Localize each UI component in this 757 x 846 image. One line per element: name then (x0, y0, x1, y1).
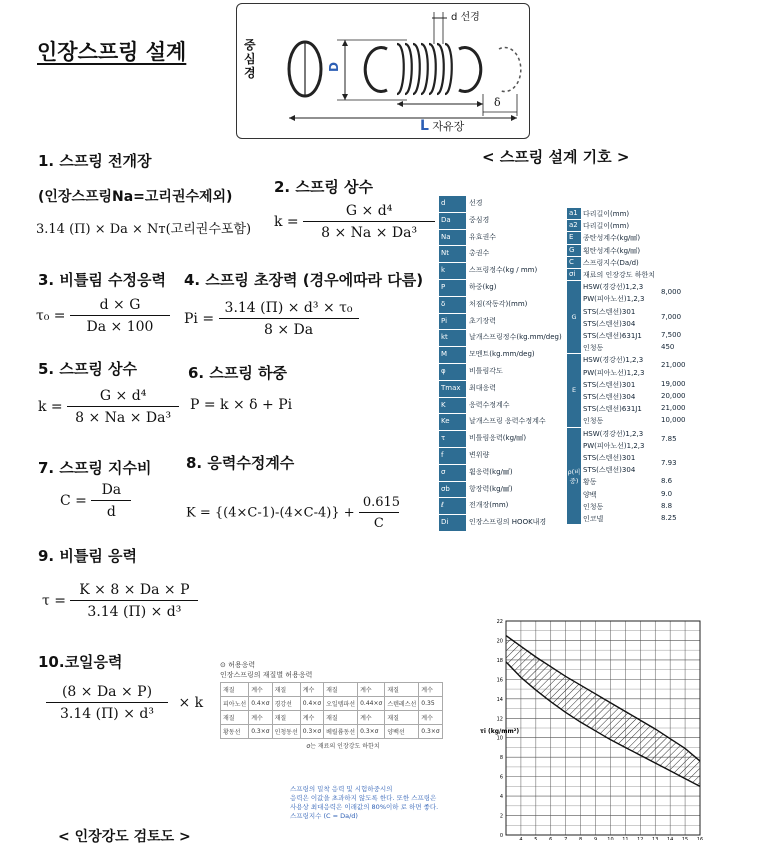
s9-formula (42, 582, 198, 620)
chart-svg (478, 615, 708, 840)
symbol-row (567, 403, 695, 414)
x-tick-label: 9 (593, 837, 598, 840)
symbol-value: 8.25 (661, 514, 677, 522)
symbol-desc: 처짐(작동각)(mm) (469, 299, 528, 308)
allow-cell: 0.3×σ (249, 725, 272, 739)
s3-num: d × G (70, 297, 170, 316)
allow-cell: 계수 (419, 711, 442, 725)
symbol-key: d (439, 196, 466, 212)
x-tick-label: 15 (681, 837, 689, 840)
symbol-row (567, 379, 695, 390)
s8-den: C (373, 516, 384, 531)
s7-num: Da (91, 482, 131, 501)
symbol-row (439, 448, 565, 464)
symbol-desc: 총권수 (469, 249, 490, 258)
symbol-value: 8.6 (661, 477, 673, 486)
symbol-desc: 날개스프링정수(kg.mm/deg) (469, 333, 562, 342)
s9-num: K × 8 × Da × P (70, 582, 198, 601)
symbol-desc: HSW(경강선)1,2,3 PW(피아노선)1,2,3 (583, 429, 645, 450)
y-tick-label: 8 (499, 755, 503, 762)
symbol-key: Tmax (439, 381, 466, 397)
symbol-key: G (567, 245, 581, 256)
symbol-desc: 변위량 (469, 451, 490, 459)
symbol-key: Di (439, 515, 466, 531)
allow-cell: 오일템파선 (324, 697, 358, 711)
page-title: 인장스프링 설계 (37, 40, 187, 64)
allow-cell: 피아노선 (221, 697, 249, 711)
symbol-group-key: G (567, 281, 581, 353)
s10-title: 10.코일응력 (38, 653, 123, 671)
symbol-row (439, 414, 565, 430)
note-line: 응력은 이값을 초과하지 않도록 한다. 또한 스프링은 (290, 794, 437, 802)
allow-cell: 베릴륨동선 (324, 725, 358, 739)
s1-formula: 3.14 (Π) × Da × Nт(고리권수포함) (36, 222, 252, 237)
symbol-row (567, 232, 695, 243)
allow-heading: ⊙ 허용응력 (220, 661, 256, 669)
allow-table (220, 682, 443, 739)
s10-rhs: × k (178, 695, 204, 711)
symbol-row (567, 281, 695, 304)
symbol-key: kt (439, 330, 466, 346)
symbol-desc: STS(스텐선)304 (583, 393, 636, 401)
symbol-key: a2 (567, 220, 581, 231)
s3-lhs: τ₀ = (36, 308, 66, 324)
y-tick-label: 0 (499, 833, 503, 839)
s10-num: (8 × Da × P) (46, 684, 168, 703)
symbol-desc: 횡탄성계수(kg/㎟) (583, 246, 641, 255)
allow-cell: 인청동선 (272, 725, 300, 739)
allow-cell: 경강선 (272, 697, 300, 711)
symbol-row (439, 330, 565, 346)
outer-dia-label: D (326, 62, 341, 72)
s4-title: 4. 스프링 초장력 (경우에따라 다름) (184, 271, 424, 289)
symbol-desc: 인청동 (583, 344, 604, 353)
symbol-desc: STS(스텐선)631J1 (583, 405, 642, 414)
symbol-desc: 응력수정계수 (469, 400, 510, 409)
symbol-key: σb (439, 482, 466, 498)
symbol-key: M (439, 347, 466, 363)
symbol-desc: HSW(경강선)1,2,3 PW(피아노선)1,2,3 (583, 356, 645, 377)
symbol-value: 19,000 (661, 379, 686, 388)
symbol-row (567, 257, 695, 268)
symbol-row (439, 230, 565, 246)
symbol-value: 9.0 (661, 489, 673, 498)
symbol-key: σi (567, 269, 581, 280)
symbol-desc: 전개장(mm) (469, 501, 509, 510)
s4-lhs: Pi = (184, 311, 215, 327)
symbol-desc: 다리길이(mm) (583, 222, 630, 231)
symbol-row (567, 220, 695, 231)
y-tick-label: 12 (496, 716, 503, 723)
symbol-row (567, 269, 695, 280)
s5-formula (38, 388, 179, 426)
symbol-desc: 인청동 (583, 417, 604, 426)
symbol-key: σ (439, 465, 466, 481)
s4-num: 3.14 (Π) × d³ × τ₀ (219, 300, 359, 319)
allow-cell: 0.4×σ (249, 697, 272, 711)
s8-num: 0.615 (359, 495, 399, 513)
symbol-desc: 날개스프링 응력수정계수 (469, 417, 546, 426)
symbol-key: φ (439, 364, 466, 380)
symbol-row (439, 431, 565, 447)
symbol-key: E (567, 232, 581, 243)
allow-row (221, 697, 443, 711)
x-tick-label: 13 (652, 837, 659, 840)
note-line: 스프링지수 (C = Da/d) (290, 812, 358, 820)
symbol-key: δ (439, 297, 466, 313)
symbol-row (439, 213, 565, 229)
symbol-key: k (439, 263, 466, 279)
s1-subtitle: (인장스프링Na=고리권수제외) (38, 189, 233, 205)
allow-cell: 재질 (385, 683, 419, 697)
s9-den: 3.14 (Π) × d³ (87, 604, 182, 620)
spring-drawing (237, 4, 529, 138)
s9-title: 9. 비틀림 응력 (38, 547, 138, 565)
s6-formula: P = k × δ + Pi (190, 397, 293, 413)
y-tick-label: 4 (499, 794, 503, 801)
symbol-desc: 항장력(kg/㎟) (469, 484, 513, 493)
x-tick-label: 11 (622, 837, 629, 840)
x-tick-label: 8 (579, 837, 583, 840)
allow-cell: 계수 (249, 683, 272, 697)
symbol-row (439, 482, 565, 498)
s8-title: 8. 응력수정계수 (186, 454, 295, 472)
symbol-desc: 초기장력 (469, 316, 497, 325)
s4-formula (184, 300, 359, 338)
y-tick-label: 14 (496, 696, 503, 703)
s2-den: 8 × Na × Da³ (321, 225, 418, 241)
allow-cell: 0.35 (419, 697, 442, 711)
allow-cell: 황동선 (221, 725, 249, 739)
symbol-row (567, 513, 695, 524)
allow-cell: 재질 (272, 683, 300, 697)
allow-cell: 0.4×σ (300, 697, 323, 711)
allow-cell: 재질 (324, 711, 358, 725)
symbols-heading: < 스프링 설계 기호 > (482, 148, 630, 166)
symbol-key: K (439, 398, 466, 414)
spring-diagram (236, 3, 530, 139)
note-line: 스프링의 밀착 응력 및 시험하중시의 (290, 785, 393, 793)
symbol-row (567, 489, 695, 500)
s2-num: G × d⁴ (303, 203, 435, 222)
allow-row (221, 725, 443, 739)
x-tick-label: 6 (549, 837, 553, 840)
symbol-row (439, 263, 565, 279)
symbol-value: 450 (661, 343, 675, 352)
symbol-desc: STS(스텐선)631J1 (583, 332, 642, 340)
symbol-row (567, 208, 695, 219)
y-tick-label: 20 (496, 638, 503, 645)
symbol-row (567, 452, 695, 475)
y-axis-label: τi (kg/mm²) (480, 728, 520, 735)
symbol-desc: 스프링지수(Da/d) (583, 258, 639, 267)
symbol-desc: 휨응력(kg/㎟) (469, 467, 513, 476)
strength-band (506, 636, 700, 787)
symbol-row (567, 501, 695, 512)
s8-lhs: K = {(4×C-1)-(4×C-4)} + (186, 505, 355, 521)
symbol-row (439, 196, 565, 212)
y-tick-label: 6 (499, 774, 503, 781)
symbol-value: 10,000 (661, 416, 686, 425)
s8-formula (186, 495, 399, 531)
symbol-value: 21,000 (661, 361, 686, 370)
allow-note: σ는 재료의 인장강도 하한치 (306, 743, 380, 750)
symbol-desc: 양백 (583, 490, 597, 499)
symbol-desc: 인청동 (583, 502, 604, 511)
allow-row (221, 711, 443, 725)
symbol-desc: 중심경 (469, 215, 490, 224)
s5-den: 8 × Na × Da³ (75, 410, 172, 426)
symbol-value: 8,000 (661, 288, 682, 297)
symbol-desc: 비틀림각도 (469, 367, 503, 375)
symbol-desc: 선경 (469, 199, 483, 207)
free-length-letter: L (420, 118, 429, 134)
symbol-desc: 재료의 인장강도 하한치 (583, 271, 656, 279)
s1-title: 1. 스프링 전개장 (38, 152, 152, 170)
s7-title: 7. 스프링 지수비 (38, 459, 152, 477)
x-tick-label: 5 (534, 837, 538, 840)
symbol-row (439, 280, 565, 296)
s2-title: 2. 스프링 상수 (274, 178, 374, 196)
symbol-key: Ke (439, 414, 466, 430)
allow-cell: 재질 (221, 711, 249, 725)
symbol-row (567, 306, 695, 329)
wire-dia-label: d 선경 (451, 12, 480, 23)
s3-title: 3. 비틀림 수정응력 (38, 271, 167, 289)
symbol-key: a1 (567, 208, 581, 219)
x-tick-label: 7 (564, 837, 568, 840)
symbol-value: 7.85 (661, 434, 677, 443)
s7-lhs: C = (60, 493, 87, 509)
allowable-stress-block (220, 660, 466, 750)
s11-title: < 인장강도 검토도 > (58, 829, 191, 845)
s2-formula (274, 203, 435, 241)
spring-notes (290, 785, 438, 821)
allow-cell: 계수 (300, 683, 323, 697)
symbol-row (439, 498, 565, 514)
symbol-key: Pi (439, 314, 466, 330)
mean-dia-label-1: 중 (244, 38, 256, 52)
s9-lhs: τ = (42, 593, 66, 609)
allow-cell: 0.3×σ (419, 725, 442, 739)
symbol-desc: 최대응력 (469, 383, 497, 392)
symbol-desc: 모멘트(kg.mm/deg) (469, 350, 535, 359)
symbol-desc: STS(스텐선)301 STS(스텐선)304 (583, 307, 636, 328)
symbol-value: 7,000 (661, 312, 682, 321)
symbol-value: 20,000 (661, 392, 686, 400)
symbol-row (439, 297, 565, 313)
note-line: 사용상 최대응력은 이래값의 80%이하 로 하면 좋다. (290, 803, 439, 811)
allow-cell: 계수 (358, 683, 385, 697)
symbol-desc: 다리길이(mm) (583, 210, 630, 218)
symbol-desc: STS(스텐선)301 (583, 380, 636, 389)
symbol-desc: HSW(경강선)1,2,3 PW(피아노선)1,2,3 (583, 283, 645, 304)
symbol-key: τ (439, 431, 466, 447)
allow-cell: 계수 (419, 683, 442, 697)
allow-cell: 재질 (221, 683, 249, 697)
symbol-row (567, 342, 695, 353)
delta-label: δ (494, 96, 501, 109)
symbol-group-key: ρ(비중) (567, 428, 581, 525)
symbol-row (567, 476, 695, 487)
mean-dia-label-3: 경 (244, 66, 256, 80)
symbol-key: ℓ (439, 498, 466, 514)
symbol-row (567, 415, 695, 426)
allow-cell: 0.3×σ (300, 725, 323, 739)
symbol-row (439, 398, 565, 414)
symbol-desc: 유효권수 (469, 232, 497, 241)
symbol-row (567, 354, 695, 377)
x-tick-label: 14 (666, 837, 674, 840)
allow-cell: 계수 (358, 711, 385, 725)
allow-cell: 계수 (300, 711, 323, 725)
allow-row (221, 683, 443, 697)
allow-cell: 계수 (249, 711, 272, 725)
s7-formula (60, 482, 131, 520)
s3-den: Da × 100 (86, 319, 154, 335)
symbol-key: Nt (439, 246, 466, 262)
y-tick-label: 16 (496, 677, 503, 684)
symbol-row (439, 364, 565, 380)
symbol-desc: 비틀림응력(kg/㎟) (469, 434, 527, 443)
s5-title: 5. 스프링 상수 (38, 360, 138, 378)
mean-dia-label-2: 심 (244, 52, 256, 66)
s5-num: G × d⁴ (67, 388, 179, 407)
x-tick-label: 16 (696, 837, 704, 840)
symbol-row (439, 347, 565, 363)
symbol-row (439, 246, 565, 262)
symbol-row (567, 391, 695, 402)
symbol-key: P (439, 280, 466, 296)
s3-formula (36, 297, 170, 335)
symbol-desc: 스프링정수(kg / mm) (469, 266, 538, 275)
y-tick-label: 10 (496, 735, 503, 742)
allow-cell: 재질 (385, 711, 419, 725)
y-tick-label: 18 (496, 657, 503, 664)
s10-formula (46, 684, 203, 722)
s5-lhs: k = (38, 399, 63, 415)
allow-cell: 0.44×σ (358, 697, 385, 711)
symbol-desc: STS(스텐선)301 STS(스텐선)304 (583, 454, 636, 475)
allow-cell: 재질 (324, 683, 358, 697)
symbol-value: 8.8 (661, 501, 673, 510)
allow-cell: 스텐레스선 (385, 697, 419, 711)
s6-title: 6. 스프링 하중 (188, 364, 288, 382)
symbol-row (439, 314, 565, 330)
x-tick-label: 4 (519, 837, 523, 840)
s4-den: 8 × Da (263, 322, 314, 338)
symbol-value: 7,500 (661, 331, 682, 339)
symbol-value: 7.93 (661, 459, 677, 467)
symbol-group-key: E (567, 354, 581, 426)
symbol-row (567, 330, 695, 341)
symbol-key: Na (439, 230, 466, 246)
x-tick-label: 12 (637, 837, 644, 840)
allow-cell: 재질 (272, 711, 300, 725)
s7-den: d (106, 504, 116, 520)
symbol-row (567, 245, 695, 256)
free-length-label: 자유장 (432, 120, 465, 133)
symbol-key: C (567, 257, 581, 268)
symbol-table-right (567, 208, 695, 612)
symbol-value: 21,000 (661, 404, 686, 413)
symbol-table-left (439, 196, 565, 532)
symbol-row (567, 428, 695, 451)
symbol-row (439, 515, 565, 531)
symbol-desc: 황동 (583, 478, 597, 487)
y-tick-label: 22 (496, 619, 503, 625)
x-tick-label: 10 (607, 837, 614, 840)
s2-lhs: k = (274, 214, 299, 230)
symbol-row (439, 465, 565, 481)
y-tick-label: 2 (499, 813, 503, 820)
symbol-row (439, 381, 565, 397)
symbol-key: f (439, 448, 466, 464)
s10-den: 3.14 (Π) × d³ (60, 706, 154, 722)
symbol-key: Da (439, 213, 466, 229)
symbol-desc: 종탄성계수(kg/㎟) (583, 234, 641, 243)
allow-cell: 0.3×σ (358, 725, 385, 739)
symbol-desc: 인장스프링의 HOOK내경 (469, 518, 547, 527)
symbol-desc: 하중(kg) (469, 283, 497, 291)
tensile-strength-chart (478, 615, 708, 840)
allow-sub: 인장스프링의 재질별 허용응력 (220, 671, 313, 679)
allow-cell: 양백선 (385, 725, 419, 739)
symbol-desc: 인코넬 (583, 515, 604, 523)
